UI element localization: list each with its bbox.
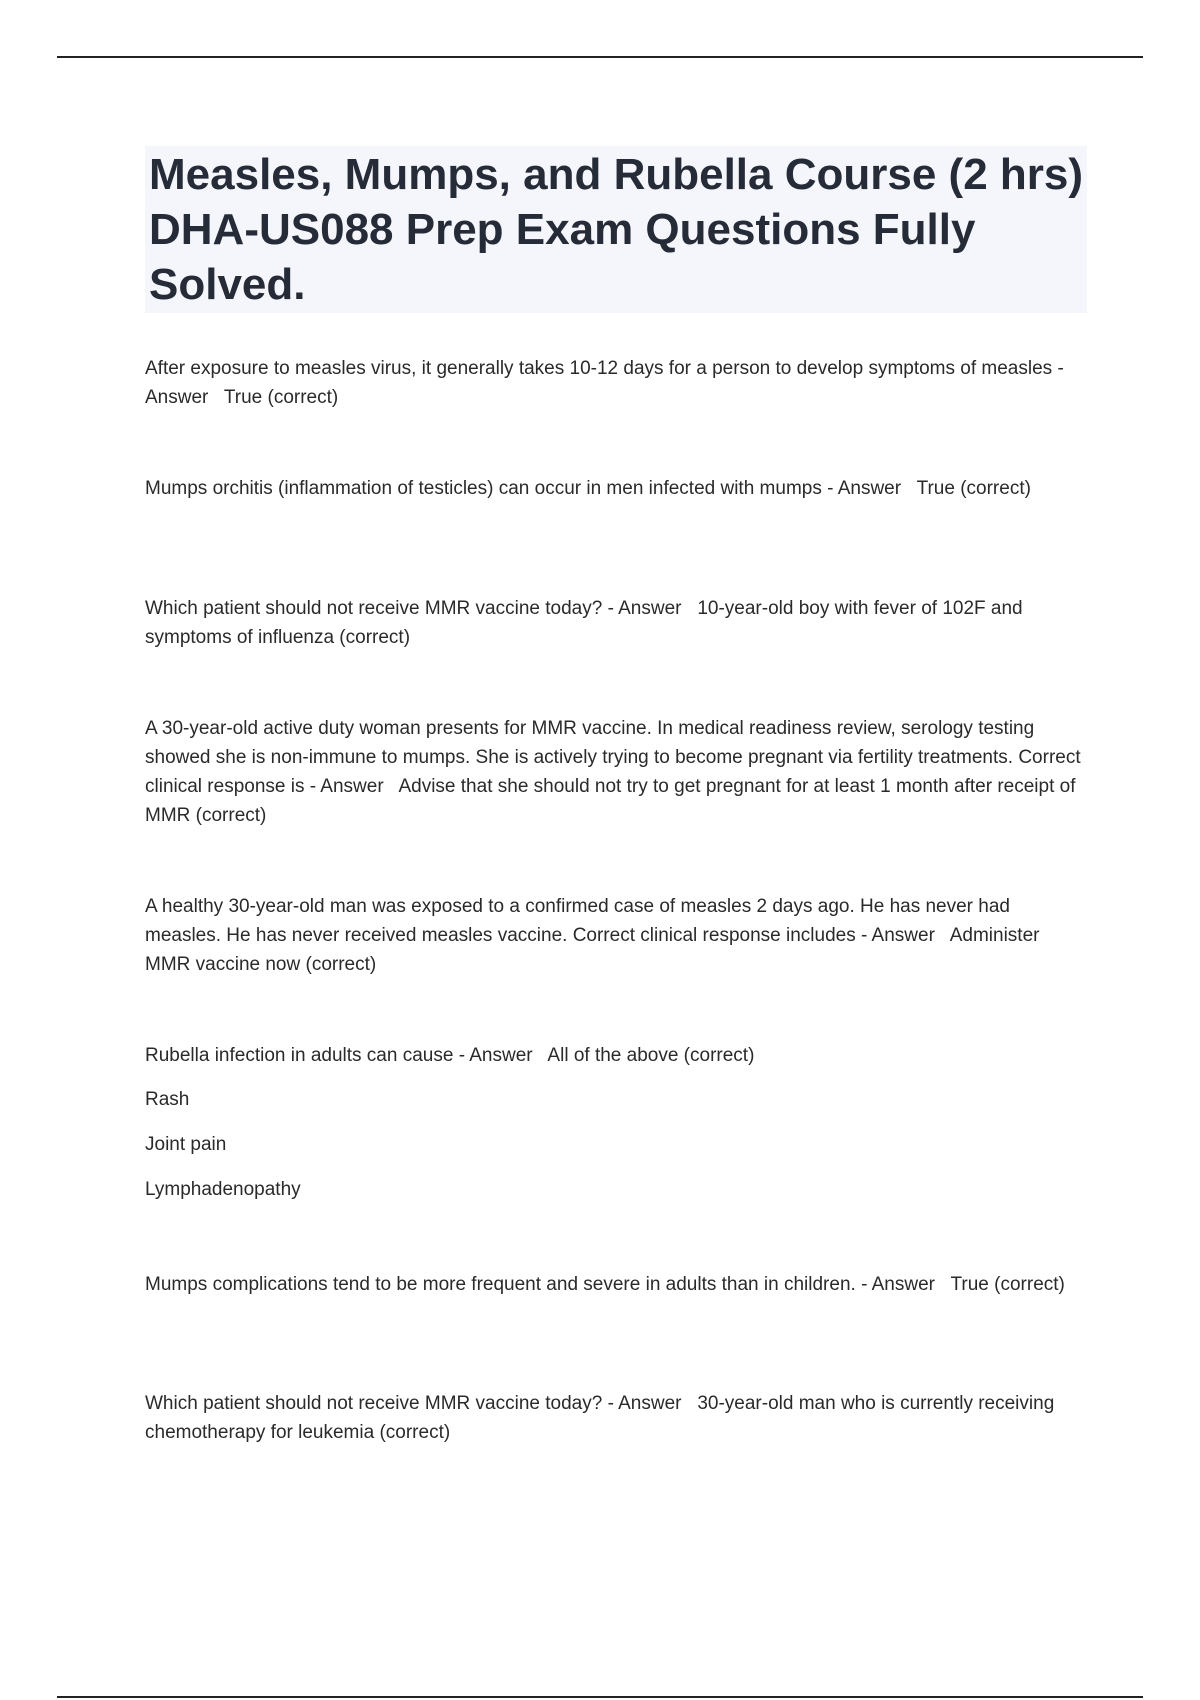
answer-marker: - Answer xyxy=(861,925,935,946)
question-text: Which patient should not receive MMR vaccine today? xyxy=(145,1393,603,1414)
qa-item xyxy=(145,1270,1090,1299)
qa-item xyxy=(145,892,1090,979)
answer-text: True (correct) xyxy=(916,478,1031,499)
question-text: After exposure to measles virus, it generally takes 10-12 days for a person to develop symptoms of measles xyxy=(145,358,1053,379)
answer-text: Administer MMR vaccine now (correct) xyxy=(145,925,1040,975)
qa-item xyxy=(145,1389,1090,1447)
answer-marker: - Answer xyxy=(607,598,682,619)
answer-marker: - Answer xyxy=(309,776,384,797)
qa-item xyxy=(145,594,1090,652)
option-item: Rash xyxy=(145,1089,190,1110)
qa-item xyxy=(145,354,1090,412)
answer-marker: - Answer xyxy=(458,1045,533,1066)
question-text: Mumps complications tend to be more frequent and severe in adults than in children. xyxy=(145,1274,856,1295)
answer-marker: - Answer xyxy=(827,478,902,499)
answer-text: True (correct) xyxy=(223,387,339,408)
document-title: Measles, Mumps, and Rubella Course (2 hrs) DHA-US088 Prep Exam Questions Fully Solved. xyxy=(149,150,1084,309)
bottom-rule xyxy=(57,1696,1143,1698)
answer-text: True (correct) xyxy=(950,1274,1065,1295)
question-text: Rubella infection in adults can cause xyxy=(145,1045,454,1066)
answer-text: Advise that she should not try to get pregnant for at least 1 month after receipt of MMR (correct) xyxy=(145,776,1076,826)
answer-marker: - Answer xyxy=(145,358,1064,408)
qa-item xyxy=(145,474,1090,503)
answer-marker: - Answer xyxy=(607,1393,682,1414)
top-rule xyxy=(57,56,1143,58)
question-text: Which patient should not receive MMR vaccine today? xyxy=(145,598,603,619)
answer-text: All of the above (correct) xyxy=(547,1045,755,1066)
option-item: Joint pain xyxy=(145,1134,227,1155)
question-text: A healthy 30-year-old man was exposed to a confirmed case of measles 2 days ago. He has never had measles. He has never received measles vaccine. Correct clinical response includes xyxy=(145,896,1010,946)
answer-marker: - Answer xyxy=(861,1274,935,1295)
qa-item xyxy=(145,1041,1090,1204)
option-item: Lymphadenopathy xyxy=(145,1179,301,1200)
qa-item xyxy=(145,714,1090,830)
question-text: A 30-year-old active duty woman presents for MMR vaccine. In medical readiness review, serology testing showed she is non-immune to mumps. She is actively trying to become pregnant via fertility treatments. Correct clinical response is xyxy=(145,718,1081,797)
title-box xyxy=(145,146,1087,313)
question-text: Mumps orchitis (inflammation of testicles) can occur in men infected with mumps xyxy=(145,478,822,499)
answer-text: 10-year-old boy with fever of 102F and symptoms of influenza (correct) xyxy=(145,598,1023,648)
answer-text: 30-year-old man who is currently receiving chemotherapy for leukemia (correct) xyxy=(145,1393,1055,1443)
